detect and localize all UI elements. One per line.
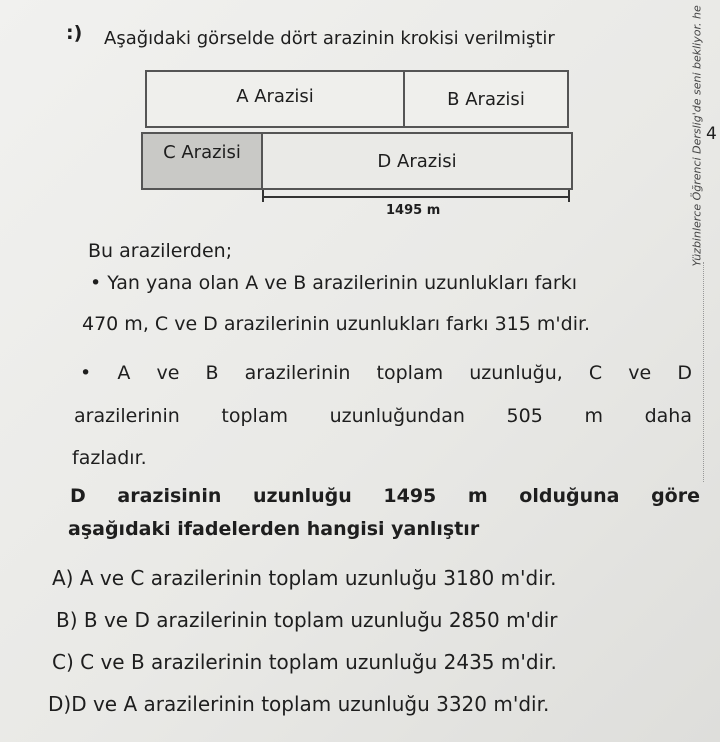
dimension-tick-right	[568, 190, 570, 202]
dimension-label: 1495 m	[386, 203, 441, 218]
bullet2-line2: arazilerinin toplam uzunluğundan 505 m daha	[74, 405, 692, 427]
land-b: B Arazisi	[405, 72, 567, 126]
side-dotted-line	[703, 262, 705, 482]
land-row-ab	[145, 70, 569, 128]
land-row-cd	[141, 132, 573, 190]
side-ad-text: Yüzbinlerce Öğrenci Derslig'de seni bekliyor. he	[690, 5, 704, 267]
land-a: A Arazisi	[147, 72, 405, 126]
side-page-number: 4	[706, 124, 717, 144]
option-c: C) C ve B arazilerinin toplam uzunluğu 2435 m'dir.	[52, 650, 557, 674]
prompt-line2: aşağıdaki ifadelerden hangisi yanlıştır	[68, 518, 480, 540]
side-margin	[672, 0, 720, 290]
body-lead: Bu arazilerden;	[88, 240, 233, 262]
option-d: D)D ve A arazilerinin toplam uzunluğu 3320 m'dir.	[48, 692, 550, 716]
land-c: C Arazisi	[143, 134, 263, 188]
bullet1-line2: 470 m, C ve D arazilerinin uzunlukları farkı 315 m'dir.	[82, 313, 591, 335]
option-b: B) B ve D arazilerinin toplam uzunluğu 2850 m'dir	[56, 608, 558, 632]
prompt-line1: D arazisinin uzunluğu 1495 m olduğuna göre	[70, 485, 700, 507]
dimension-tick-left	[262, 190, 264, 202]
option-a: A) A ve C arazilerinin toplam uzunluğu 3180 m'dir.	[52, 566, 557, 590]
dimension-line	[262, 196, 570, 198]
question-number: :)	[66, 22, 83, 44]
bullet2-line3: fazladır.	[72, 447, 147, 469]
bullet1-line1: • Yan yana olan A ve B arazilerinin uzunlukları farkı	[90, 272, 577, 294]
question-intro: Aşağıdaki görselde dört arazinin krokisi verilmiştir	[104, 28, 555, 49]
land-d: D Arazisi	[263, 134, 571, 188]
bullet2-line1: • A ve B arazilerinin toplam uzunluğu, C ve D	[80, 362, 692, 384]
